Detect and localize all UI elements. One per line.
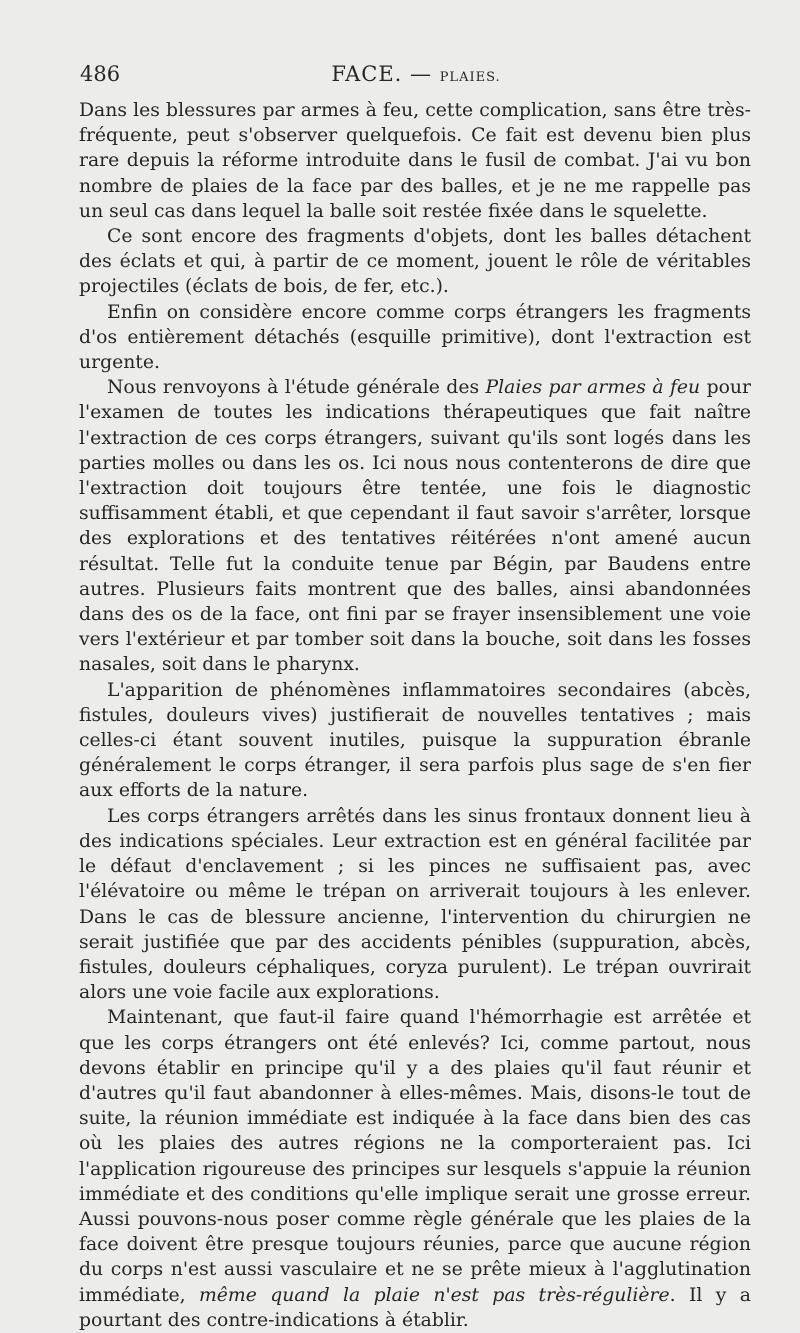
paragraph-reunion-lead: Maintenant, que faut-il faire quand l'hémorrhagie est arrêtée et que les corps étrangers ont été enlevés? Ici, comme partout, nous devons établir en principe qu'il y a des plaies qu'il faut réunir et d'autres qu'il faut abandonner à elles-mêmes. Mais, disons-le tout de suite, la réunion immédiate est indiquée à la face dans bien des cas où les plaies des autres régions ne la comporteraient pas. Ici l'application rigoureuse des principes sur lesquels s'appuie la réunion immédiate et des conditions qu'elle implique serait une grosse erreur. Aussi pouvons-nous poser comme règle générale que les plaies de la face doivent être presque toujours réunies, parce que aucune région du corps n'est aussi vasculaire et ne se prête mieux à l'agglutination immédiate,: [79, 1007, 751, 1306]
paragraph-extraction-rest: pour l'examen de toutes les indications thérapeutiques que fait naître l'extraction de ces corps étrangers, suivant qu'ils sont logés dans les parties molles ou dans les os. Ici nous nous contenterons de dire que l'extraction doit toujours être tentée, une fois le diagnostic suffisamment établi, et que cependant il faut savoir s'arrêter, lorsque des explorations et des tentatives réitérées n'ont amené aucun résultat. Telle fut la conduite tenue par Bégin, par Baudens entre autres. Plusieurs faits montrent que des balles, ainsi abandonnées dans des os de la face, ont fini par se frayer insensiblement une voie vers l'extérieur et par tomber soit dans la bouche, soit dans les fosses nasales, soit dans le pharynx.: [79, 377, 751, 676]
paragraph-reunion: [79, 1005, 751, 1333]
paragraph-sinus-frontaux: Les corps étrangers arrêtés dans les sinus frontaux donnent lieu à des indications spéciales. Leur extraction est en général facilitée par le défaut d'enclavement ; si les pinces ne suffisaient pas, avec l'élévatoire ou même le trépan on arriverait toujours à les enlever. Dans le cas de blessure ancienne, l'intervention du chirurgien ne serait justifiée que par des accidents pénibles (suppuration, abcès, fistules, douleurs céphaliques, coryza purulent). Le trépan ouvrirait alors une voie facile aux explorations.: [79, 805, 751, 1004]
italic-emphasis: même quand la plaie n'est pas très-régulière: [198, 1284, 670, 1306]
page-number: 486: [80, 62, 121, 86]
paragraph-extraction: [79, 375, 751, 677]
body-text: [79, 98, 751, 1333]
paragraph-extraction-lead: Nous renvoyons à l'étude générale des: [107, 377, 486, 399]
paragraph-esquille: Enfin on considère encore comme corps étrangers les fragments d'os entièrement détachés (esquille primitive), dont l'extraction est urgente.: [79, 301, 751, 374]
paragraph-reunion-end: . Il y a pourtant des contre-indications à établir.: [79, 1284, 751, 1331]
paragraph-fragments-objets: Ce sont encore des fragments d'objets, dont les balles détachent des éclats et qui, à partir de ce moment, jouent le rôle de véritables projectiles (éclats de bois, de fer, etc.).: [79, 226, 751, 298]
running-head: [80, 62, 752, 92]
italic-reference: Plaies par armes à feu: [485, 377, 701, 399]
running-title-section: PLAIES.: [439, 70, 501, 85]
running-title: [80, 62, 752, 86]
paragraph-continuation: Dans les blessures par armes à feu, cette complication, sans être très-fréquente, peut s'observer quelquefois. Ce fait est devenu bien plus rare depuis la réforme introduite dans le fusil de combat. J'ai vu bon nombre de plaies de la face par des balles, et je ne me rappelle pas un seul cas dans lequel la balle soit restée fixée dans le squelette.: [79, 100, 751, 222]
running-title-main: FACE. —: [331, 62, 440, 86]
paragraph-inflammation: L'apparition de phénomènes inflammatoires secondaires (abcès, fistules, douleurs vives) justifierait de nouvelles tentatives ; mais celles-ci étant souvent inutiles, puisque la suppuration ébranle généralement le corps étranger, il sera parfois plus sage de s'en fier aux efforts de la nature.: [79, 679, 751, 802]
